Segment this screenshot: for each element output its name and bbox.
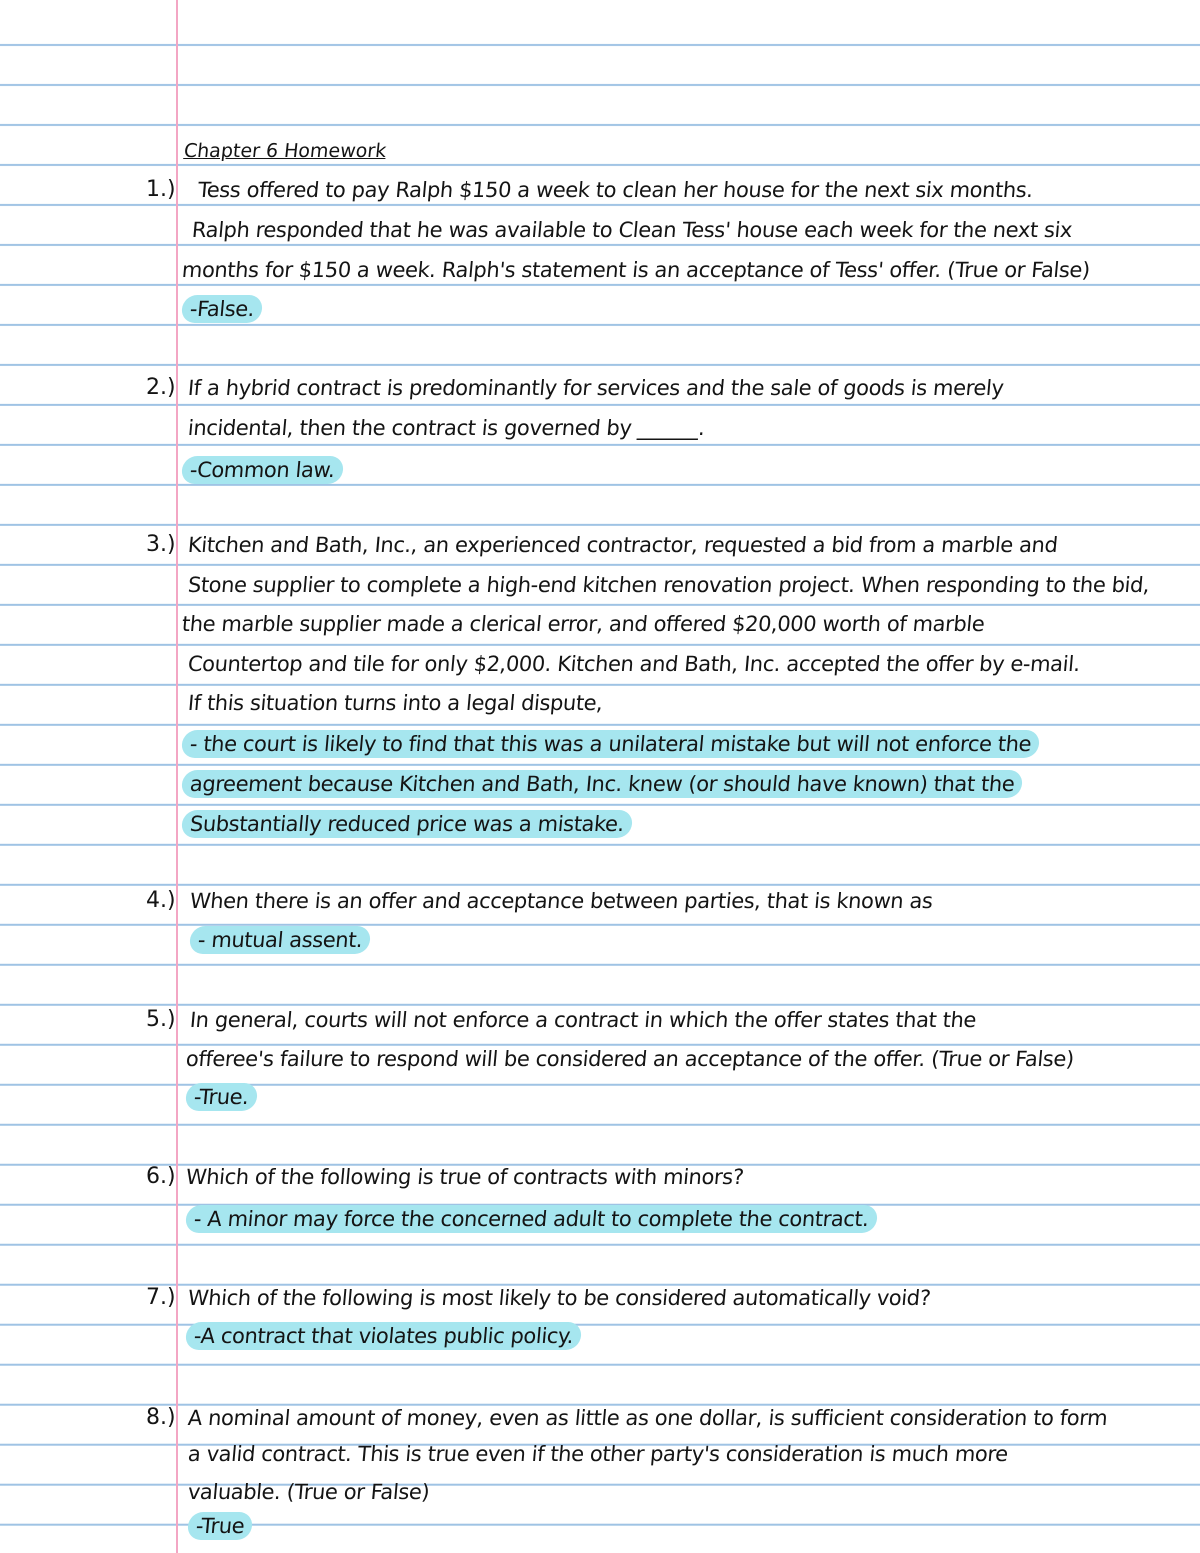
page-title: Chapter 6 Homework xyxy=(182,140,388,162)
question-2-line-2: incidental, then the contract is governed by ______. xyxy=(186,416,706,440)
question-2-line-1: If a hybrid contract is predominantly for services and the sale of goods is merely xyxy=(186,376,1005,400)
question-8-answer: -True xyxy=(187,1512,254,1540)
question-7-line-1: Which of the following is most likely to be considered automatically void? xyxy=(186,1286,932,1310)
question-5-number: 5.) xyxy=(146,1007,176,1032)
question-8-number: 8.) xyxy=(146,1405,176,1430)
question-6-number: 6.) xyxy=(146,1164,176,1189)
question-3-answer-line-1: - the court is likely to find that this was a unilateral mistake but will not enforce the xyxy=(181,730,1041,758)
question-7-answer: -A contract that violates public policy. xyxy=(185,1322,583,1350)
question-1-line-1: Tess offered to pay Ralph $150 a week to clean her house for the next six months. xyxy=(196,178,1034,202)
question-6-line-1: Which of the following is true of contracts with minors? xyxy=(184,1165,745,1189)
question-8-line-1: A nominal amount of money, even as little as one dollar, is sufficient consideration to form xyxy=(186,1406,1109,1430)
question-3-line-3: the marble supplier made a clerical error, and offered $20,000 worth of marble xyxy=(180,612,986,636)
question-7-number: 7.) xyxy=(146,1285,176,1310)
question-1-line-3: months for $150 a week. Ralph's statement is an acceptance of Tess' offer. (True or False) xyxy=(180,258,1091,282)
question-5-answer: -True. xyxy=(185,1083,258,1111)
question-4-answer: - mutual assent. xyxy=(189,926,372,954)
question-8-line-2: a valid contract. This is true even if the other party's consideration is much more xyxy=(186,1442,1009,1466)
question-3-answer-line-3: Substantially reduced price was a mistake. xyxy=(181,810,633,838)
question-1-line-2: Ralph responded that he was available to Clean Tess' house each week for the next six xyxy=(190,218,1074,242)
question-4-line-1: When there is an offer and acceptance between parties, that is known as xyxy=(188,889,934,913)
question-3-line-1: Kitchen and Bath, Inc., an experienced contractor, requested a bid from a marble and xyxy=(186,533,1059,557)
question-1-answer: -False. xyxy=(181,295,264,323)
question-3-line-2: Stone supplier to complete a high-end kitchen renovation project. When responding to the bid, xyxy=(186,573,1151,597)
question-3-number: 3.) xyxy=(146,532,176,557)
question-8-line-3: valuable. (True or False) xyxy=(186,1480,431,1504)
question-5-line-1: In general, courts will not enforce a contract in which the offer states that the xyxy=(188,1008,978,1032)
question-6-answer: - A minor may force the concerned adult to complete the contract. xyxy=(185,1205,878,1233)
question-1-number: 1.) xyxy=(146,177,176,202)
question-3-line-5: If this situation turns into a legal dispute, xyxy=(186,691,604,715)
question-5-line-2: offeree's failure to respond will be considered an acceptance of the offer. (True or False) xyxy=(184,1047,1075,1071)
question-3-line-4: Countertop and tile for only $2,000. Kitchen and Bath, Inc. accepted the offer by e-mail. xyxy=(186,652,1081,676)
question-4-number: 4.) xyxy=(146,888,176,913)
question-2-number: 2.) xyxy=(146,375,176,400)
question-3-answer-line-2: agreement because Kitchen and Bath, Inc. knew (or should have known) that the xyxy=(181,770,1024,798)
question-2-answer: -Common law. xyxy=(181,456,344,484)
